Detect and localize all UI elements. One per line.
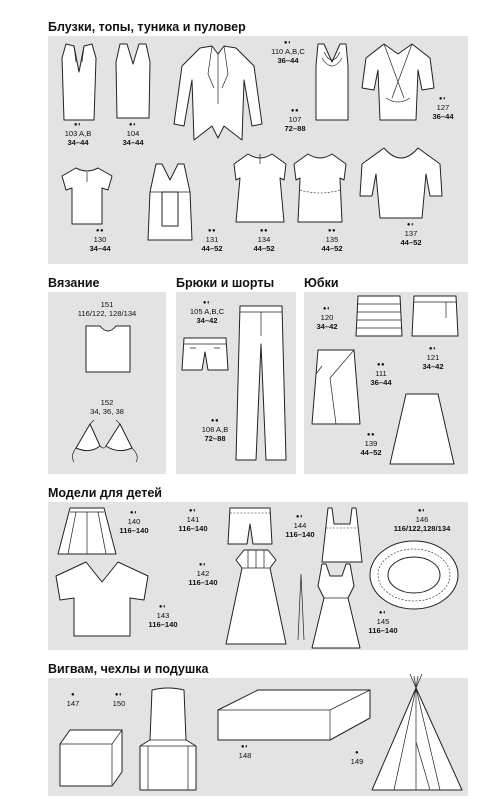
section-title-trousers: Брюки и шорты — [176, 276, 275, 290]
label-108: ●● 108 A,B 72–88 — [201, 418, 229, 443]
label-143: ●◐ 143 116–140 — [148, 604, 178, 629]
label-149: ● 149 — [350, 750, 364, 766]
label-142: ●◐ 142 116–140 — [188, 562, 218, 587]
label-145: ●◐ 145 116–140 — [368, 610, 398, 635]
garment-131-icon — [142, 162, 198, 242]
label-140: ●◐ 140 116–140 — [119, 510, 149, 535]
label-103: ●◐ 103 A,B 34–44 — [64, 122, 92, 147]
label-127: ●◐ 127 36–44 — [432, 96, 454, 121]
label-150: ●◐ 150 — [112, 692, 126, 708]
label-147: ● 147 — [66, 692, 80, 708]
garment-143-icon — [52, 560, 152, 638]
label-105: ●◐ 105 A,B,C 34–42 — [189, 300, 225, 325]
garment-142-icon — [224, 548, 288, 646]
section-title-skirts: Юбки — [304, 276, 339, 290]
garment-108-icon — [234, 304, 288, 464]
label-134: ●● 134 44–52 — [253, 228, 275, 253]
garment-144-icon — [318, 506, 366, 564]
garment-103-icon — [56, 42, 102, 122]
label-146: ●◐ 146 116/122,128/134 — [393, 508, 451, 533]
label-148: ●◐ 148 — [238, 744, 252, 760]
garment-104-icon — [110, 42, 156, 120]
section-title-blouses: Блузки, топы, туника и пуловер — [48, 20, 246, 34]
label-130: ●● 130 34–44 — [89, 228, 111, 253]
garment-135-icon — [290, 150, 350, 226]
label-152: 152 34, 36, 38 — [90, 398, 124, 416]
label-121: ●◐ 121 34–42 — [422, 346, 444, 371]
garment-105-icon — [180, 336, 230, 374]
garment-137-icon — [356, 144, 446, 220]
garment-134-icon — [230, 150, 290, 226]
label-141: ●◐ 141 116–140 — [178, 508, 208, 533]
section-title-home: Вигвам, чехлы и подушка — [48, 662, 209, 676]
label-110: ●◐ 110 A,B,C 36–44 — [271, 40, 305, 65]
label-135: ●● 135 44–52 — [321, 228, 343, 253]
section-title-kids: Модели для детей — [48, 486, 162, 500]
garment-151-icon — [82, 324, 134, 374]
garment-127-icon — [360, 40, 436, 124]
garment-141-icon — [226, 506, 274, 546]
label-144: ●◐ 144 116–140 — [285, 514, 315, 539]
garment-149-icon — [370, 672, 464, 796]
garment-140-icon — [56, 506, 118, 556]
label-151: 151 116/122, 128/134 — [77, 300, 137, 318]
garment-150-icon — [134, 686, 200, 792]
garment-139-icon — [388, 392, 456, 466]
garment-121-icon — [410, 294, 460, 338]
garment-111-icon — [310, 348, 362, 428]
garment-148-icon — [216, 688, 372, 742]
garment-120-icon — [354, 294, 404, 338]
garment-152-icon — [70, 420, 146, 466]
garment-107-icon — [168, 44, 268, 142]
garment-110-icon — [312, 42, 352, 122]
label-120: ●◐ 120 34–42 — [316, 306, 338, 331]
garment-146-icon — [368, 538, 460, 612]
section-title-knitting: Вязание — [48, 276, 100, 290]
label-111: ●● 111 36–44 — [370, 362, 392, 387]
garment-147-icon — [58, 728, 126, 790]
label-137: ●◐ 137 44–52 — [400, 222, 422, 247]
garment-130-icon — [58, 166, 116, 226]
belt-145-icon — [294, 572, 308, 642]
label-131: ●● 131 44–52 — [201, 228, 223, 253]
label-139: ●● 139 44–52 — [360, 432, 382, 457]
garment-145-icon — [308, 562, 364, 650]
label-107: ●● 107 72–88 — [284, 108, 306, 133]
label-104: ●◐ 104 34–44 — [122, 122, 144, 147]
